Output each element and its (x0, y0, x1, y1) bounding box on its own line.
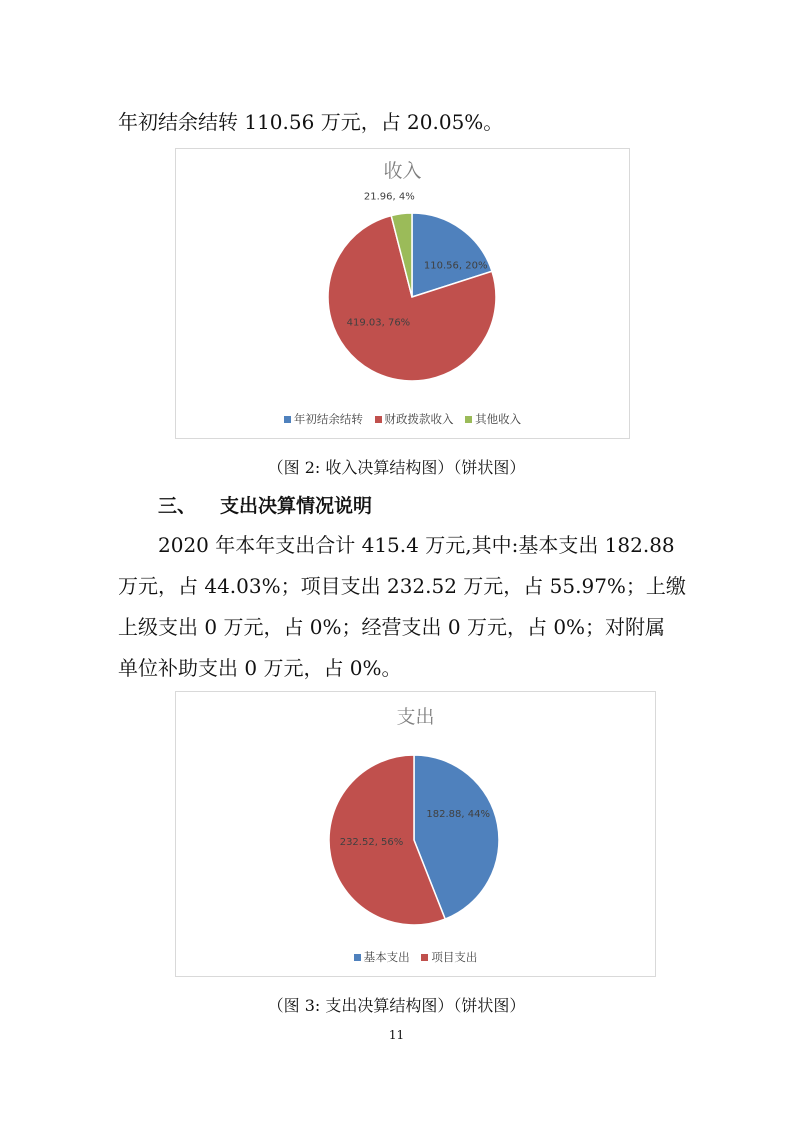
legend-swatch (354, 954, 361, 961)
pie-data-label: 21.96, 4% (363, 191, 415, 203)
section-number: 三、 (158, 495, 197, 517)
expenditure-chart-caption: （图 3: 支出决算结构图）（饼状图） (267, 996, 526, 1015)
body-line: 万元，占 44.03%；项目支出 232.52 万元，占 55.97%；上缴 (118, 574, 686, 598)
legend-item (375, 411, 454, 427)
pie-data-label: 419.03, 76% (346, 317, 411, 329)
legend-label: 财政拨款收入 (384, 412, 454, 426)
legend-label: 基本支出 (363, 950, 410, 964)
income-pie-chart (176, 149, 629, 438)
expenditure-pie-chart (176, 692, 655, 976)
expenditure-chart-title: 支出 (396, 706, 435, 728)
pie-data-label: 110.56, 20% (423, 260, 488, 272)
income-chart-title: 收入 (383, 160, 422, 182)
legend-item (421, 949, 477, 965)
income-chart-box (175, 148, 630, 439)
body-line: 上级支出 0 万元，占 0%；经营支出 0 万元，占 0%；对附属 (118, 615, 666, 639)
legend-label: 其他收入 (475, 412, 522, 426)
expenditure-chart-box (175, 691, 656, 977)
legend-item (354, 949, 410, 965)
body-line: 2020 年本年支出合计 415.4 万元,其中:基本支出 182.88 (158, 533, 675, 557)
legend-label: 项目支出 (431, 950, 478, 964)
intro-paragraph: 年初结余结转 110.56 万元，占 20.05%。 (118, 110, 504, 134)
pie-data-label: 182.88, 44% (426, 809, 490, 821)
legend-item (465, 411, 521, 427)
pie-data-label: 232.52, 56% (339, 837, 404, 849)
legend-swatch (375, 416, 382, 423)
income-chart-caption: （图 2: 收入决算结构图）（饼状图） (267, 458, 526, 477)
body-line: 单位补助支出 0 万元，占 0%。 (118, 656, 402, 680)
income-chart-legend (176, 411, 629, 427)
legend-label: 年初结余结转 (293, 412, 363, 426)
legend-swatch (284, 416, 291, 423)
section-title: 支出决算情况说明 (220, 495, 373, 517)
legend-swatch (421, 954, 428, 961)
legend-swatch (465, 416, 472, 423)
section-heading (158, 491, 372, 518)
expenditure-chart-legend (176, 949, 655, 965)
legend-item (284, 411, 363, 427)
page-number: 11 (388, 1028, 405, 1042)
